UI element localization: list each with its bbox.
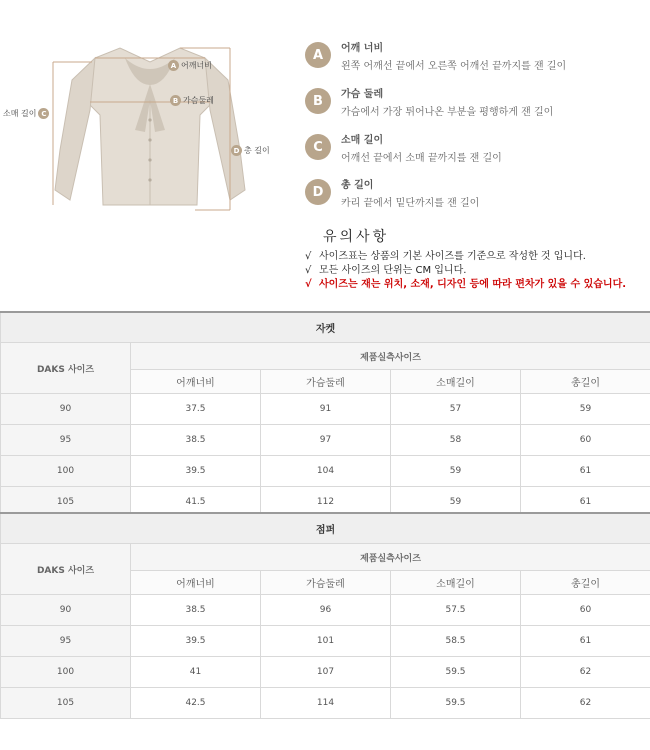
- table-cell: 60: [521, 595, 650, 626]
- badge-a-icon: A: [168, 60, 179, 71]
- table-cell: 38.5: [131, 595, 261, 626]
- table-cell: 114: [261, 688, 391, 719]
- table-cell: 96: [261, 595, 391, 626]
- group-header: 제품실측사이즈: [131, 343, 650, 370]
- legend-title: 어깨 너비: [341, 43, 384, 54]
- table-row: [1, 626, 650, 657]
- table-cell: 59: [391, 456, 521, 487]
- table-cell: 57: [391, 394, 521, 425]
- garment-diagram: [0, 40, 300, 215]
- table-cell: 105: [1, 487, 131, 518]
- legend-desc: 왼쪽 어깨선 끝에서 오른쪽 어깨선 끝까지를 잰 길이: [341, 61, 567, 72]
- size-table-jumper: [0, 512, 650, 719]
- badge-b-icon: B: [305, 88, 331, 114]
- table-cell: 42.5: [131, 688, 261, 719]
- table-title: 자켓: [1, 312, 650, 343]
- table-cell: 61: [521, 626, 650, 657]
- table-cell: 41.5: [131, 487, 261, 518]
- table-cell: 105: [1, 688, 131, 719]
- column-header: 가슴둘레: [261, 370, 391, 394]
- table-cell: 61: [521, 487, 650, 518]
- table-cell: 62: [521, 688, 650, 719]
- notes-item: √ 모든 사이즈의 단위는 CM 입니다.: [305, 265, 467, 276]
- column-header: 어깨너비: [131, 370, 261, 394]
- table-cell: 62: [521, 657, 650, 688]
- table-cell: 100: [1, 657, 131, 688]
- table-cell: 57.5: [391, 595, 521, 626]
- notes-item: √ 사이즈표는 상품의 기본 사이즈를 기준으로 작성한 것 입니다.: [305, 251, 586, 262]
- table-cell: 59: [521, 394, 650, 425]
- legend-item-d: [305, 179, 479, 212]
- check-icon: √: [305, 265, 312, 276]
- notes-section: [305, 228, 650, 292]
- badge-d-icon: D: [231, 145, 242, 156]
- diagram-label-a: A 어깨너비: [168, 60, 212, 71]
- group-header: 제품실측사이즈: [131, 544, 650, 571]
- legend-title: 총 길이: [341, 180, 374, 191]
- column-header: 소매길이: [391, 571, 521, 595]
- column-header: 총길이: [521, 571, 650, 595]
- diagram-label-c: 소매 길이 C: [3, 108, 49, 119]
- table-cell: 38.5: [131, 425, 261, 456]
- table-row: [1, 595, 650, 626]
- legend-desc: 카리 끝에서 밑단까지를 잰 길이: [341, 198, 480, 209]
- notes-title: 유의사항: [323, 229, 390, 245]
- column-header: 소매길이: [391, 370, 521, 394]
- badge-b-icon: B: [170, 95, 181, 106]
- legend-desc: 어깨선 끝에서 소매 끝까지를 잰 길이: [341, 153, 502, 164]
- column-header: 총길이: [521, 370, 650, 394]
- column-header: 어깨너비: [131, 571, 261, 595]
- legend-title: 가슴 둘레: [341, 89, 384, 100]
- badge-a-icon: A: [305, 42, 331, 68]
- table-cell: 59.5: [391, 657, 521, 688]
- size-header: DAKS 사이즈: [1, 544, 131, 595]
- check-icon: √: [305, 251, 312, 262]
- column-header: 가슴둘레: [261, 571, 391, 595]
- table-cell: 112: [261, 487, 391, 518]
- size-table-jacket: [0, 311, 650, 518]
- check-icon: √: [305, 279, 312, 290]
- table-cell: 41: [131, 657, 261, 688]
- size-header: DAKS 사이즈: [1, 343, 131, 394]
- table-cell: 59.5: [391, 688, 521, 719]
- legend-desc: 가슴에서 가장 튀어나온 부분을 평행하게 잰 길이: [341, 107, 554, 118]
- table-cell: 97: [261, 425, 391, 456]
- table-cell: 58.5: [391, 626, 521, 657]
- table-title: 점퍼: [1, 513, 650, 544]
- table-cell: 101: [261, 626, 391, 657]
- blouse-illustration: [0, 40, 300, 215]
- table-row: [1, 394, 650, 425]
- diagram-label-b: B 가슴둘레: [170, 95, 214, 106]
- legend-title: 소매 길이: [341, 135, 384, 146]
- diagram-label-d: D 총 길이: [231, 145, 270, 156]
- legend-item-a: [305, 42, 566, 75]
- table-row: [1, 688, 650, 719]
- table-cell: 104: [261, 456, 391, 487]
- table-cell: 100: [1, 456, 131, 487]
- badge-c-icon: C: [38, 108, 49, 119]
- badge-d-icon: D: [305, 179, 331, 205]
- table-cell: 58: [391, 425, 521, 456]
- legend-item-b: [305, 88, 553, 121]
- table-row: [1, 456, 650, 487]
- table-cell: 90: [1, 394, 131, 425]
- table-cell: 91: [261, 394, 391, 425]
- table-cell: 61: [521, 456, 650, 487]
- table-row: [1, 425, 650, 456]
- table-cell: 95: [1, 425, 131, 456]
- notes-list: [305, 250, 650, 292]
- table-cell: 95: [1, 626, 131, 657]
- table-cell: 39.5: [131, 626, 261, 657]
- badge-c-icon: C: [305, 134, 331, 160]
- table-cell: 59: [391, 487, 521, 518]
- notes-item-warning: √ 사이즈는 재는 위치, 소재, 디자인 등에 따라 편차가 있을 수 있습니다.: [305, 279, 627, 290]
- table-cell: 39.5: [131, 456, 261, 487]
- table-row: [1, 657, 650, 688]
- table-cell: 90: [1, 595, 131, 626]
- table-cell: 37.5: [131, 394, 261, 425]
- table-cell: 107: [261, 657, 391, 688]
- legend-item-c: [305, 134, 502, 167]
- table-cell: 60: [521, 425, 650, 456]
